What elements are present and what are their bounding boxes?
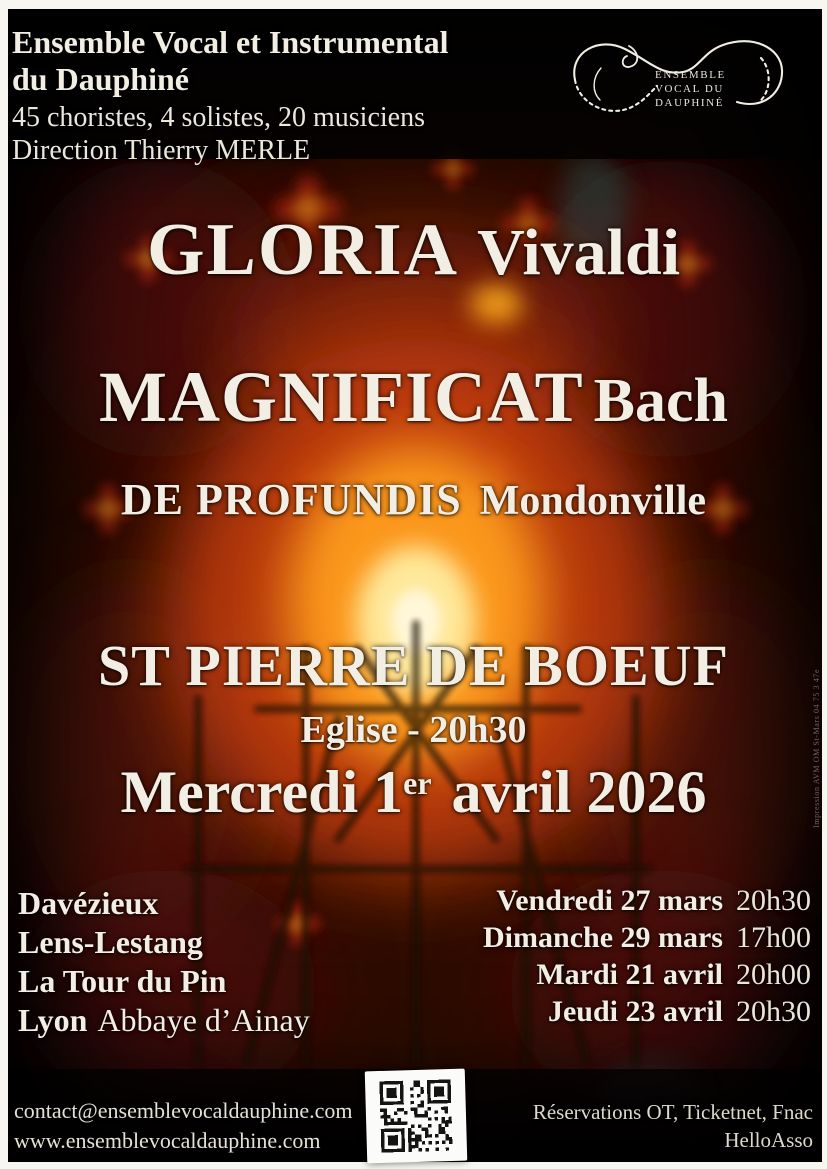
date-time: 20h30	[736, 884, 811, 917]
ensemble-title-line1: Ensemble Vocal et Instrumental	[12, 24, 449, 60]
ensemble-title-line2: du Dauphiné	[12, 61, 189, 97]
logo-text-line2: VOCAL DU	[655, 83, 724, 95]
composer-bach: Bach	[593, 367, 728, 435]
work-title-deprofundis: DE PROFUNDIS	[120, 475, 462, 524]
venue-item	[18, 1001, 310, 1040]
tour-venues-list	[18, 884, 310, 1040]
venue-item	[18, 884, 310, 923]
main-venue-detail: Eglise - 20h30	[300, 709, 527, 751]
main-date	[0, 758, 827, 827]
ensemble-director: Direction Thierry MERLE	[12, 135, 311, 166]
date-time: 20h30	[736, 995, 811, 1028]
contact-block	[14, 1096, 353, 1156]
date-time: 17h00	[736, 921, 811, 954]
venue-city: Davézieux	[18, 885, 159, 921]
venue-item	[18, 962, 310, 1001]
venue-city: Lyon	[18, 1002, 88, 1038]
reservations-block	[533, 1098, 813, 1154]
work-title-magnificat: MAGNIFICAT	[98, 357, 584, 437]
website-url: www.ensemblevocaldauphine.com	[14, 1128, 321, 1153]
main-date-day: Mercredi 1	[120, 759, 404, 825]
reservations-line2: HelloAsso	[724, 1128, 813, 1152]
date-time: 20h00	[736, 958, 811, 991]
venue-detail: Abbaye d’Ainay	[97, 1002, 310, 1038]
qr-code	[365, 1069, 468, 1164]
composer-vivaldi: Vivaldi	[477, 216, 681, 289]
program-line-gloria	[0, 208, 827, 293]
main-date-ordinal: er	[403, 765, 432, 801]
date-item	[483, 919, 811, 956]
ensemble-forces: 45 choristes, 4 solistes, 20 musiciens	[12, 102, 425, 133]
date-day: Jeudi 23 avril	[547, 995, 723, 1028]
date-item	[483, 956, 811, 993]
program-line-deprofundis	[0, 474, 827, 525]
logo-text-line3: DAUPHINÉ	[655, 97, 725, 109]
date-day: Mardi 21 avril	[536, 958, 723, 991]
venue-city: La Tour du Pin	[18, 963, 227, 999]
contact-email: contact@ensemblevocaldauphine.com	[14, 1098, 353, 1123]
qr-code-icon	[373, 1076, 459, 1156]
ensemble-logo-violin-icon	[563, 26, 815, 140]
printer-credit: Impression AVM OM St-Mars 04 75 3 47e	[812, 668, 821, 828]
tour-dates-list	[483, 882, 811, 1030]
program-line-magnificat	[0, 356, 827, 439]
logo-text-line1: ENSEMBLE	[655, 69, 726, 81]
date-day: Vendredi 27 mars	[496, 884, 723, 917]
venue-item	[18, 923, 310, 962]
reservations-line1: Réservations OT, Ticketnet, Fnac	[532, 1100, 813, 1124]
composer-mondonville: Mondonville	[479, 478, 707, 524]
date-item	[483, 882, 811, 919]
venue-city: Lens-Lestang	[18, 924, 203, 960]
main-date-rest: avril 2026	[451, 759, 707, 825]
date-day: Dimanche 29 mars	[483, 921, 723, 954]
work-title-gloria: GLORIA	[146, 209, 460, 291]
main-venue: ST PIERRE DE BOEUF	[98, 633, 729, 698]
date-item	[483, 993, 811, 1030]
